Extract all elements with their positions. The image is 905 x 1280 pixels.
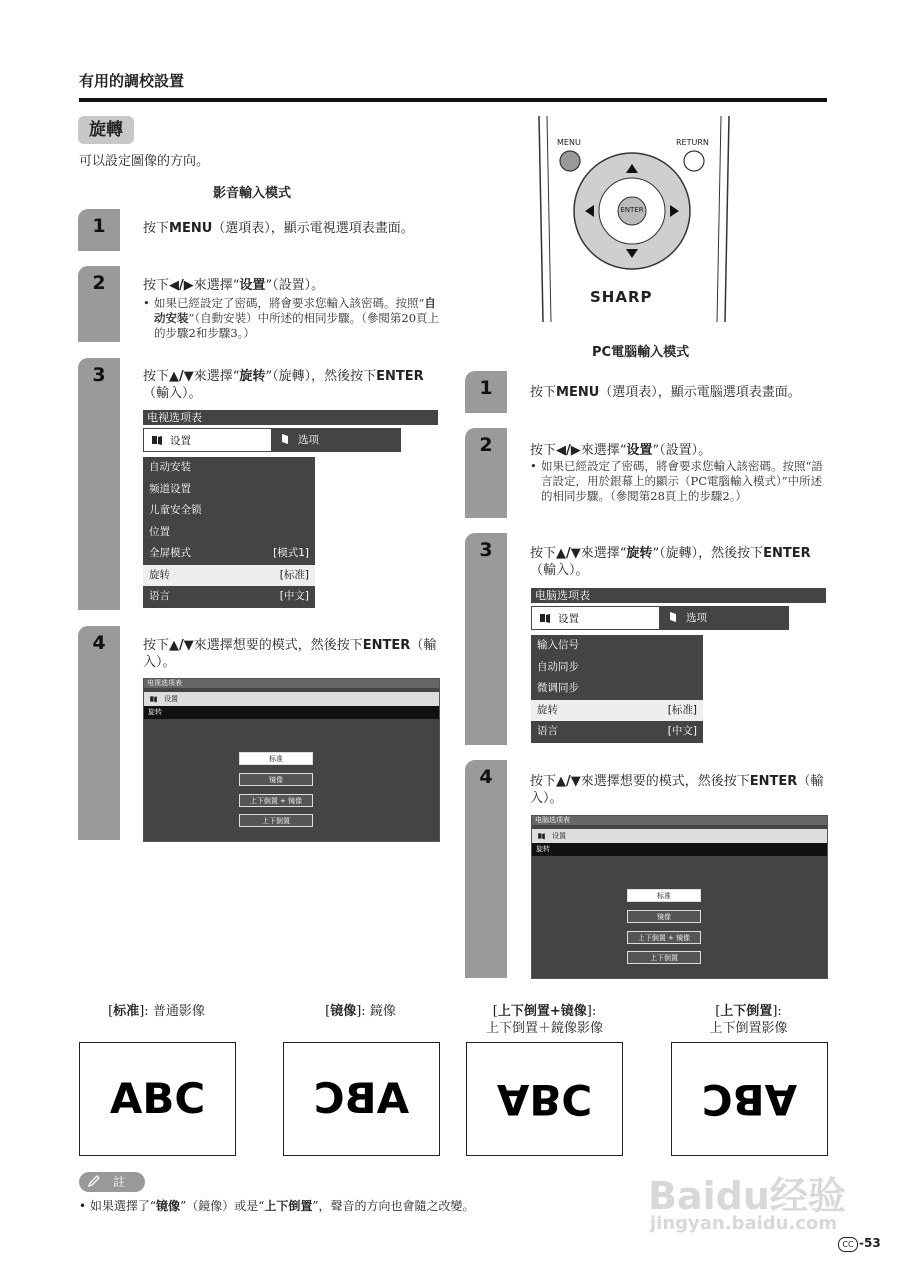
pc-menu-tabs [531, 606, 789, 630]
option-normal[interactable]: 标准 [627, 889, 701, 902]
settings-icon [151, 434, 163, 446]
baidu-watermark: Baidu经验 [648, 1174, 846, 1218]
settings-icon [537, 832, 546, 840]
sample-caption-upside-down-mirror: [上下倒置+镜像]: 上下倒置＋鏡像影像 [485, 1004, 603, 1036]
settings-icon [149, 695, 158, 703]
menu-item-rotate[interactable]: 旋转 [标准] [143, 565, 315, 586]
av-step-3-text: 按下▲/▼來選擇“旋转”（旋轉），然後按下ENTER（輸入）。 [143, 369, 424, 401]
sample-text: ABC [496, 1075, 593, 1124]
pc-step-2-text: 按下◀/▶來選擇“设置”（設置）。 [530, 443, 712, 458]
screen-title: 电视选项表 [144, 679, 439, 688]
options-icon [279, 433, 291, 445]
section-title: 旋轉 [78, 116, 134, 144]
step-number: 2 [92, 272, 106, 294]
menu-item-input-signal[interactable]: 输入信号 [537, 639, 579, 651]
menu-item-child-lock[interactable]: 儿童安全锁 [149, 504, 202, 516]
screen-title: 电脑选项表 [532, 816, 827, 825]
sample-upside-down-mirror [466, 1042, 623, 1156]
tab-options[interactable]: 选项 [272, 428, 401, 452]
sample-caption-normal: [标准]: 普通影像 [108, 1004, 205, 1019]
pc-step-2-bullet: • 如果已經設定了密碼，將會要求您輸入該密碼。按照“語言設定，用於銀幕上的顯示（PC電腦輸入模式）”中所述的相同步驟。（參閱第28頁上的步驟2。） [530, 459, 823, 503]
sample-text: ABC [313, 1074, 410, 1123]
screen-tab: 设置 [532, 829, 827, 843]
language-badge: CC [838, 1237, 858, 1252]
pc-menu-list [531, 635, 703, 743]
pc-step-2-bar [465, 428, 507, 518]
page-header-title: 有用的調校設置 [79, 72, 185, 90]
note-badge: 註 [79, 1172, 145, 1192]
return-button-label: RETURN [676, 138, 709, 147]
av-step-1-bar [78, 209, 120, 251]
section-description: 可以設定圖像的方向。 [79, 154, 210, 169]
step-number: 4 [92, 632, 106, 654]
option-upside-down[interactable]: 上下倒置 [239, 814, 313, 827]
menu-item-rotate[interactable]: 旋转 [标准] [531, 700, 703, 721]
menu-item-wide-mode[interactable]: 全屏模式 [模式1] [149, 547, 309, 559]
menu-item-fine-sync[interactable]: 微调同步 [537, 682, 579, 694]
step-number: 1 [479, 377, 493, 399]
menu-item-auto-sync[interactable]: 自动同步 [537, 660, 579, 673]
page-number: -53 [859, 1236, 881, 1250]
av-step-2-bullet: • 如果已經設定了密碼，將會要求您輸入該密碼。按照“自动安装”（自動安裝）中所述的相同步驟。（參閱第20頁上的步驟2和步驟3。） [143, 296, 440, 340]
tv-menu-tabs [143, 428, 401, 452]
tv-menu-list [143, 457, 315, 608]
watermark-url: jingyan.baidu.com [650, 1213, 838, 1234]
tv-rotate-screen [143, 678, 440, 842]
option-mirror[interactable]: 镜像 [239, 773, 313, 786]
av-step-1-text: 按下MENU（選項表），顯示電視選項表畫面。 [143, 221, 414, 236]
option-upside-down-mirror[interactable]: 上下倒置 + 镜像 [239, 794, 313, 807]
menu-button-label: MENU [557, 138, 581, 147]
step-number: 3 [479, 539, 493, 561]
menu-item-language[interactable]: 语言 [中文] [537, 725, 697, 737]
header-rule [79, 98, 827, 102]
pc-step-4-bar [465, 760, 507, 978]
screen-tab: 设置 [144, 692, 439, 706]
screen-subtitle: 旋转 [532, 843, 827, 856]
sample-mirror [283, 1042, 440, 1156]
note-text: • 如果選擇了“镜像”（鏡像）或是“上下倒置”，聲音的方向也會隨之改變。 [79, 1199, 475, 1213]
settings-icon [539, 612, 551, 624]
tab-settings[interactable]: 设置 [143, 428, 272, 452]
pc-step-1-bar [465, 371, 507, 413]
option-upside-down[interactable]: 上下倒置 [627, 951, 701, 964]
tab-options[interactable]: 选项 [660, 606, 789, 630]
step-number: 4 [479, 766, 493, 788]
av-step-2-bar [78, 266, 120, 342]
av-step-3-bar [78, 358, 120, 610]
step-number: 2 [479, 434, 493, 456]
pencil-icon [87, 1175, 101, 1189]
screen-subtitle: 旋转 [144, 706, 439, 719]
enter-button-label: ENTER [620, 206, 644, 214]
menu-item-channel-setup[interactable]: 频道设置 [149, 482, 191, 495]
pc-step-3-text: 按下▲/▼來選擇“旋转”（旋轉），然後按下ENTER（輸入）。 [530, 546, 811, 578]
step-number: 3 [92, 364, 106, 386]
menu-item-language[interactable]: 语言 [中文] [149, 590, 309, 602]
av-step-4-bar [78, 626, 120, 840]
option-normal[interactable]: 标准 [239, 752, 313, 765]
sample-caption-upside-down: [上下倒置]: 上下倒置影像 [709, 1004, 788, 1036]
tab-settings[interactable]: 设置 [531, 606, 660, 630]
av-step-2-text: 按下◀/▶來選擇“设置”（設置）。 [143, 278, 325, 293]
pc-step-1-text: 按下MENU（選項表），顯示電腦選項表畫面。 [530, 385, 801, 400]
sample-upside-down [671, 1042, 828, 1156]
brand-logo: SHARP [590, 288, 653, 306]
av-step-4-text: 按下▲/▼來選擇想要的模式，然後按下ENTER（輸入）。 [143, 638, 437, 670]
menu-item-auto-install[interactable]: 自动安装 [149, 461, 191, 473]
sample-caption-mirror: [镜像]: 鏡像 [325, 1004, 396, 1019]
pc-rotate-screen [531, 815, 828, 979]
options-icon [667, 611, 679, 623]
pc-menu-title: 电脑选项表 [531, 588, 826, 603]
step-number: 1 [92, 215, 106, 237]
av-mode-title: 影音輸入模式 [213, 186, 292, 201]
option-mirror[interactable]: 镜像 [627, 910, 701, 923]
pc-mode-title: PC電腦輸入模式 [592, 345, 690, 360]
pc-step-4-text: 按下▲/▼來選擇想要的模式，然後按下ENTER（輸入）。 [530, 774, 824, 806]
tv-menu-title: 电视选项表 [143, 410, 438, 425]
sample-text: ABC [109, 1074, 206, 1123]
menu-item-position[interactable]: 位置 [149, 525, 170, 538]
option-upside-down-mirror[interactable]: 上下倒置 + 镜像 [627, 931, 701, 944]
sample-normal [79, 1042, 236, 1156]
sample-text: ABC [701, 1075, 798, 1124]
pc-step-3-bar [465, 533, 507, 745]
